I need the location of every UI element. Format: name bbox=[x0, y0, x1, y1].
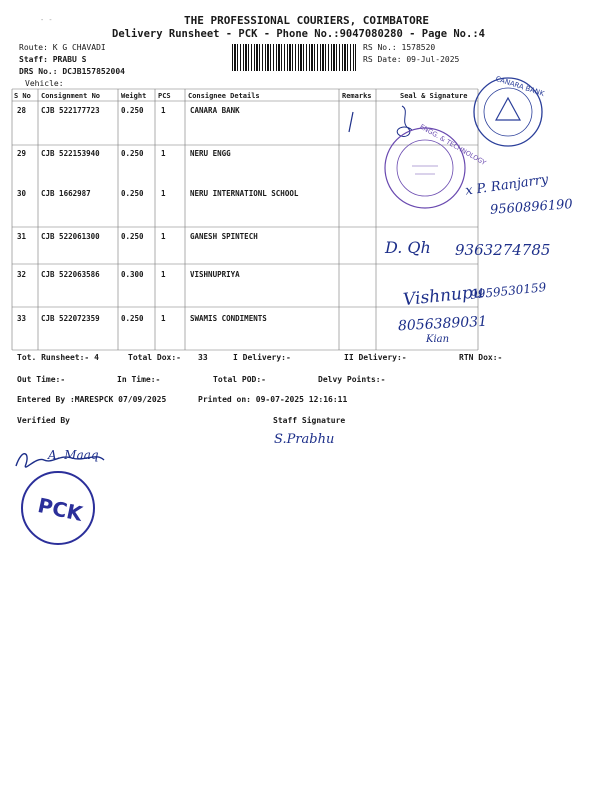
svg-text:CANARA BANK: CANARA BANK bbox=[494, 74, 546, 99]
row-31-sno: 31 bbox=[17, 232, 27, 241]
row-31-cons: CJB 522061300 bbox=[41, 232, 100, 241]
svg-text:ENGG. & TECHNOLOGY: ENGG. & TECHNOLOGY bbox=[418, 122, 488, 168]
hw-row33-phone: 8056389031 bbox=[397, 313, 488, 335]
tot-runsheet: Tot. Runsheet:- 4 bbox=[17, 353, 99, 362]
entered-by: Entered By :MARESPCK 07/09/2025 bbox=[17, 395, 167, 404]
hw-row32-phone: 9959530159 bbox=[469, 280, 547, 302]
row-30-cons: CJB 1662987 bbox=[41, 189, 91, 198]
col-weight: Weight bbox=[121, 92, 147, 100]
hw-row31-phone: 9363274785 bbox=[455, 241, 551, 259]
col-seal: Seal & Signature bbox=[400, 92, 468, 100]
in-time: In Time:- bbox=[117, 375, 161, 384]
rs-number: RS No.: 1578520 bbox=[363, 43, 436, 52]
row-31-consignee: GANESH SPINTECH bbox=[190, 232, 258, 241]
staff-signature: S.Prabhu bbox=[274, 432, 335, 447]
printed-on: Printed on: 09-07-2025 12:16:11 bbox=[198, 395, 348, 404]
vehicle: Vehicle: bbox=[25, 79, 64, 88]
hw-row30-phone: 9560896190 bbox=[489, 197, 574, 218]
runsheet-subtitle: Delivery Runsheet - PCK - Phone No.:9047080280 - Page No.:4 bbox=[112, 28, 485, 40]
row-33-sno: 33 bbox=[17, 314, 27, 323]
row-31-weight: 0.250 bbox=[121, 232, 144, 241]
canara-bank-stamp bbox=[474, 75, 546, 146]
row-32-cons: CJB 522063586 bbox=[41, 270, 100, 279]
pck-stamp bbox=[22, 472, 94, 544]
row-32-consignee: VISHNUPRIYA bbox=[190, 270, 240, 279]
row-29-sno: 29 bbox=[17, 149, 27, 158]
staff-signature-label: Staff Signature bbox=[273, 416, 346, 425]
row-28-pcs: 1 bbox=[161, 106, 166, 115]
delvy-points: Delvy Points:- bbox=[318, 375, 386, 384]
row-33-weight: 0.250 bbox=[121, 314, 144, 323]
verifier-signature: A. Maaq bbox=[48, 448, 99, 462]
verified-by: Verified By bbox=[17, 416, 70, 425]
remark-tick bbox=[349, 112, 353, 132]
total-pod: Total POD:- bbox=[213, 375, 266, 384]
total-dox-value: 33 bbox=[198, 353, 208, 362]
company-name: THE PROFESSIONAL COURIERS, COIMBATORE bbox=[184, 14, 430, 27]
row-32-weight: 0.300 bbox=[121, 270, 144, 279]
rs-date: RS Date: 09-Jul-2025 bbox=[363, 55, 460, 64]
staff: Staff: PRABU S bbox=[19, 55, 87, 64]
col-consignment: Consignment No bbox=[41, 92, 101, 100]
total-dox-label: Total Dox:- bbox=[128, 353, 181, 362]
i-delivery: I Delivery:- bbox=[233, 353, 291, 362]
row-30-sno: 30 bbox=[17, 189, 27, 198]
row-28-consignee: CANARA BANK bbox=[190, 106, 240, 115]
svg-text:PCK: PCK bbox=[35, 493, 85, 526]
row-30-weight: 0.250 bbox=[121, 189, 144, 198]
rtn-dox: RTN Dox:- bbox=[459, 353, 503, 362]
row-30-consignee: NERU INTERNATIONL SCHOOL bbox=[190, 189, 299, 198]
route: Route: K G CHAVADI bbox=[19, 43, 106, 52]
hw-row31-sign: D. Qh bbox=[385, 238, 431, 257]
row-31-pcs: 1 bbox=[161, 232, 166, 241]
row-32-sno: 32 bbox=[17, 270, 27, 279]
row-28-cons: CJB 522177723 bbox=[41, 106, 100, 115]
row-28-weight: 0.250 bbox=[121, 106, 144, 115]
scan-mark: - - bbox=[40, 16, 53, 24]
col-consignee: Consignee Details bbox=[188, 92, 260, 100]
col-pcs: PCS bbox=[158, 92, 171, 100]
row-29-pcs: 1 bbox=[161, 149, 166, 158]
hw-row33-sign: Kian bbox=[426, 334, 450, 345]
row-29-consignee: NERU ENGG bbox=[190, 149, 231, 158]
out-time: Out Time:- bbox=[17, 375, 66, 384]
ii-delivery: II Delivery:- bbox=[344, 353, 407, 362]
row-29-weight: 0.250 bbox=[121, 149, 144, 158]
drs-number: DRS No.: DCJB157852004 bbox=[19, 67, 125, 76]
hw-row32-name: Vishnupu bbox=[402, 281, 485, 311]
row-29-cons: CJB 522153940 bbox=[41, 149, 100, 158]
row-30-pcs: 1 bbox=[161, 189, 166, 198]
col-remarks: Remarks bbox=[342, 92, 372, 100]
row-28-sno: 28 bbox=[17, 106, 27, 115]
signature-scribble bbox=[397, 106, 412, 136]
row-33-cons: CJB 522072359 bbox=[41, 314, 100, 323]
hw-row30-name: x P. Ranjarry bbox=[464, 172, 550, 199]
row-33-consignee: SWAMIS CONDIMENTS bbox=[190, 314, 267, 323]
row-33-pcs: 1 bbox=[161, 314, 166, 323]
row-32-pcs: 1 bbox=[161, 270, 166, 279]
col-sno: S No bbox=[14, 92, 31, 100]
